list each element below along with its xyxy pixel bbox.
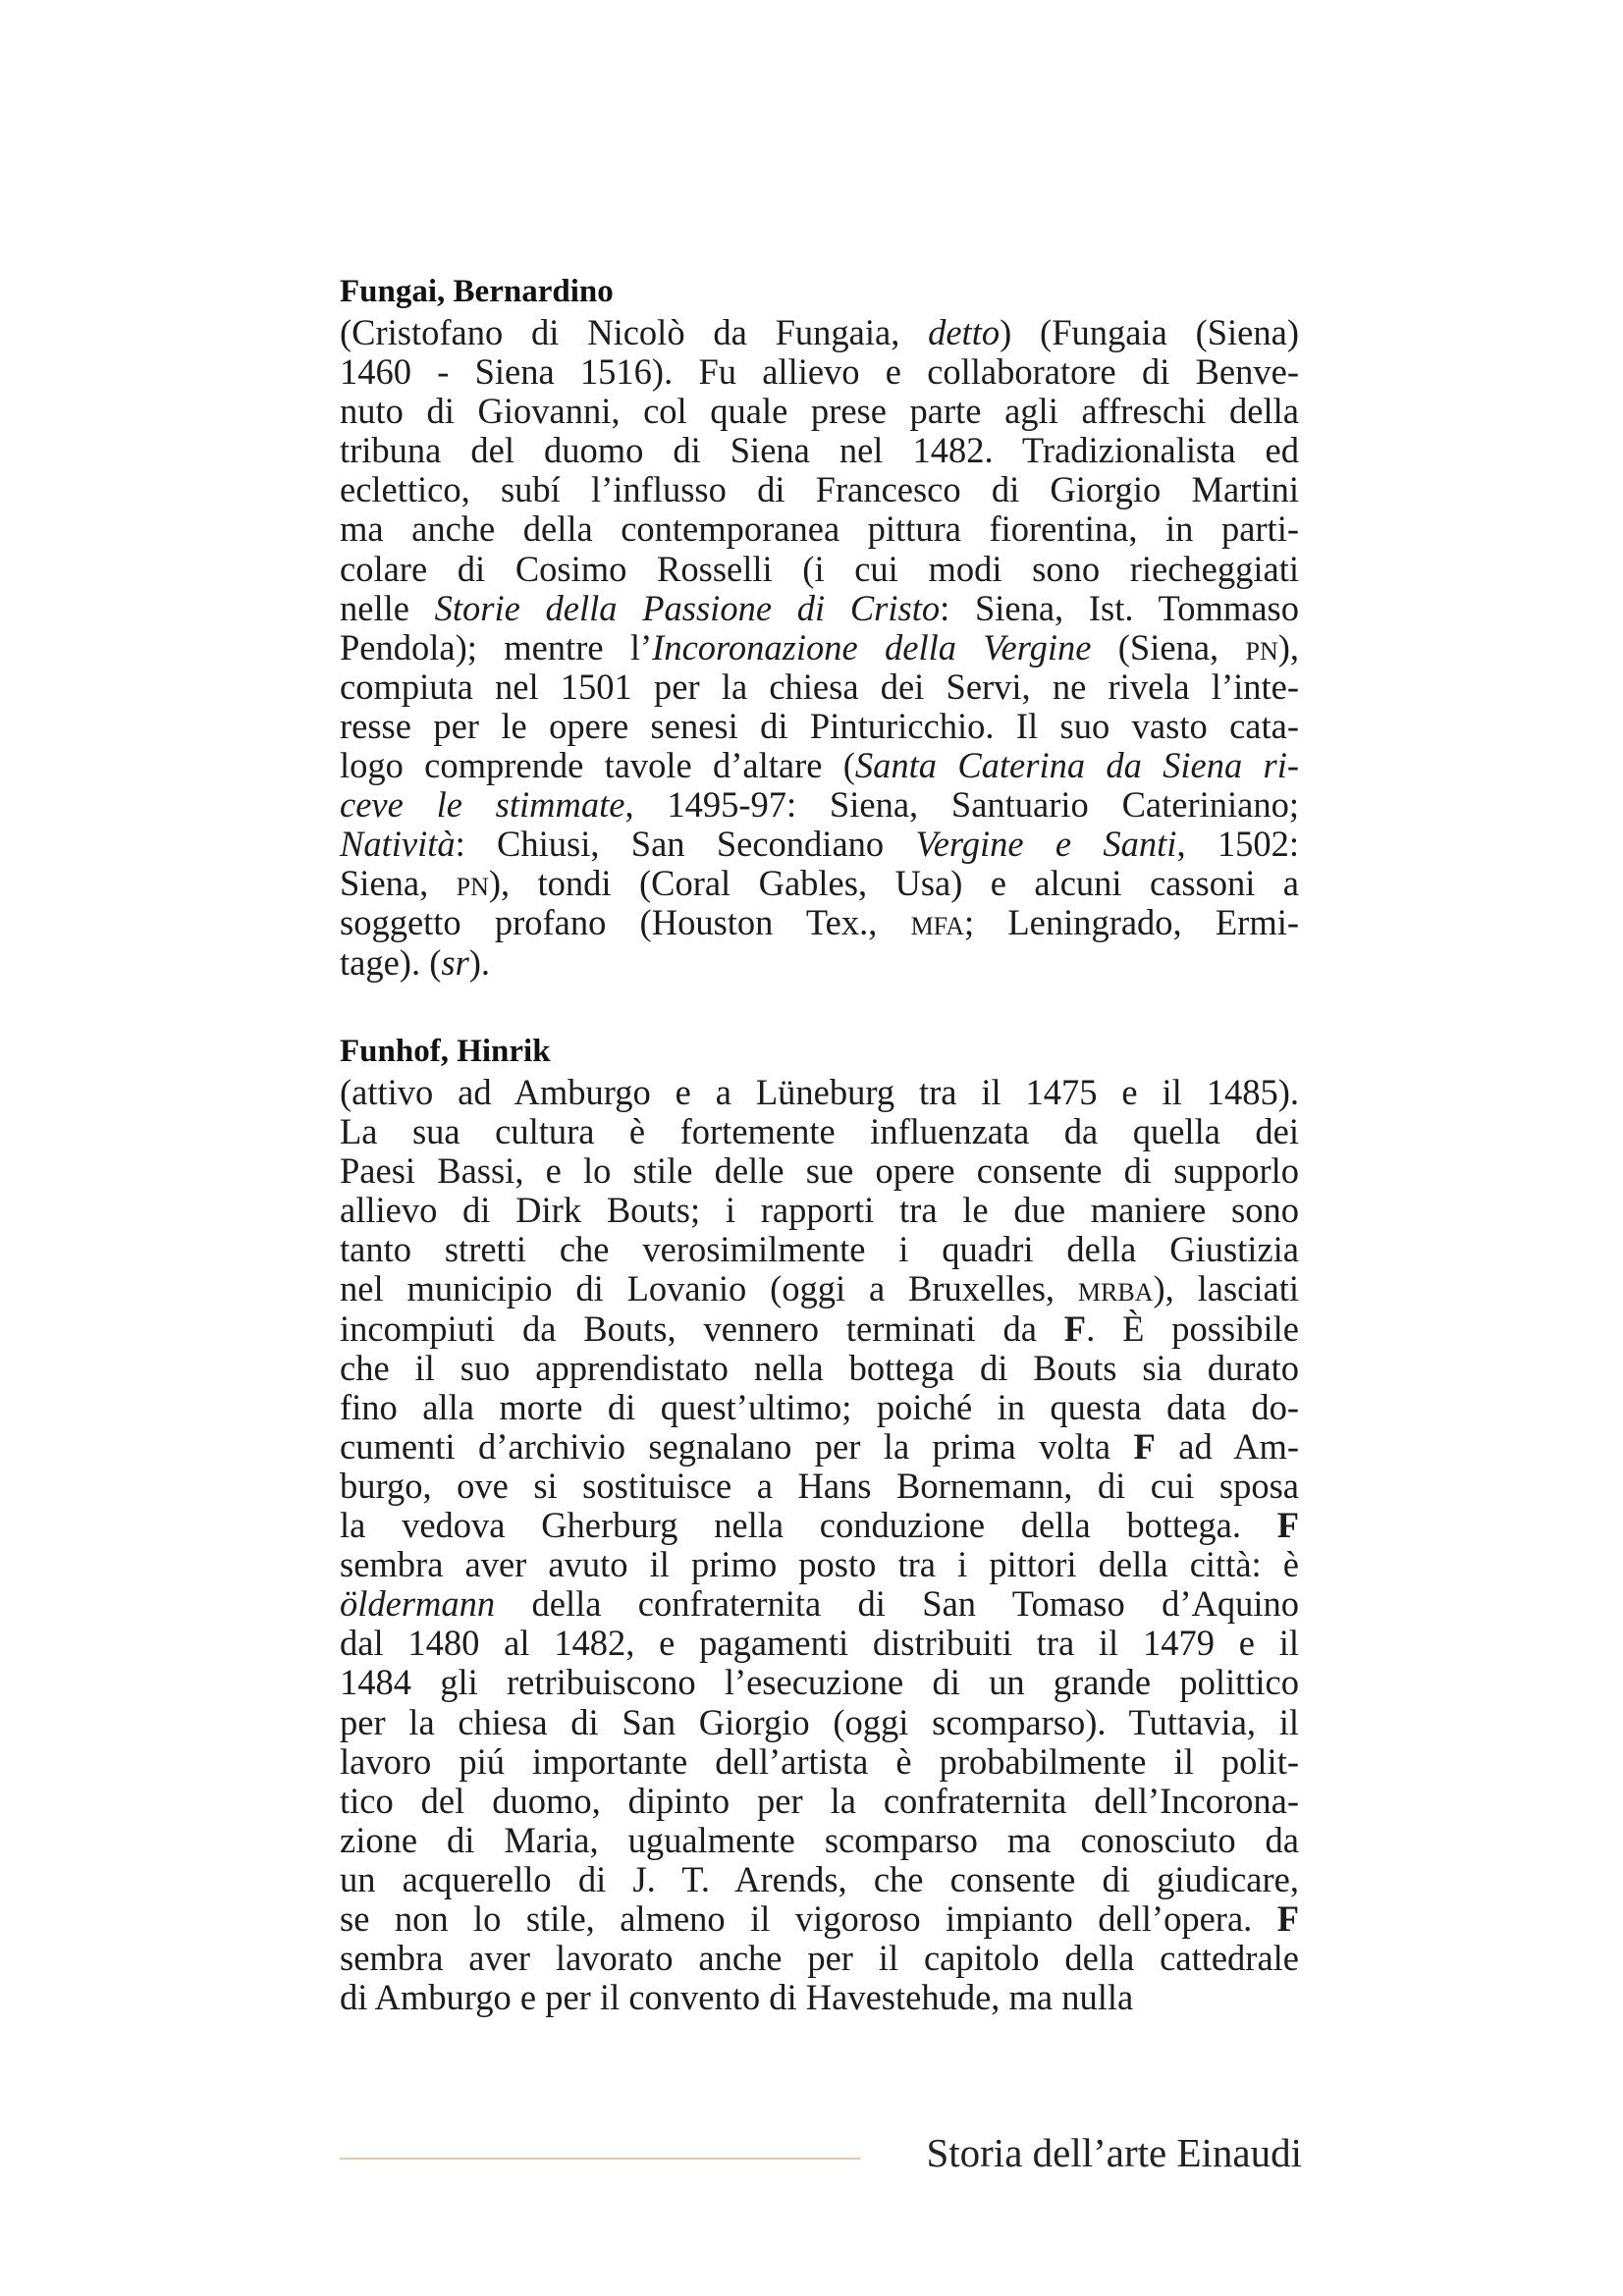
text-line <box>340 352 1299 392</box>
text-run: burgo, ove si sostituisce a Hans Bornemann, di cui sposa <box>340 1465 1299 1506</box>
text-line <box>340 1663 1299 1702</box>
text-run: . È possibile <box>1086 1308 1299 1349</box>
text-run: 1460 - Siena 1516). Fu allievo e collaboratore di Benve- <box>340 351 1299 393</box>
entry-body <box>340 313 1299 983</box>
text-run: , 1502: <box>1176 824 1300 865</box>
text-run: ), <box>1277 626 1300 667</box>
text-line <box>340 864 1299 903</box>
text-line <box>340 1821 1299 1860</box>
text-line <box>340 1388 1299 1427</box>
text-line <box>340 1073 1299 1112</box>
text-run: ma anche della contemporanea pittura fiorentina, in parti- <box>340 508 1299 550</box>
italic-text: Incoronazione della Vergine <box>652 626 1092 667</box>
small-caps-text: pn <box>1245 626 1278 667</box>
text-line <box>340 1269 1299 1308</box>
small-caps-text: mfa <box>910 902 964 943</box>
text-run: tico del duomo, dipinto per la confraternita dell’Incorona- <box>340 1780 1299 1821</box>
text-line <box>340 1742 1299 1782</box>
text-run: eclettico, subí l’influsso di Francesco di Giorgio Martini <box>340 469 1299 510</box>
text-line <box>340 1978 1299 2017</box>
text-run: colare di Cosimo Rosselli (i cui modi sono riecheggiati <box>340 548 1299 589</box>
entry-heading: Funhof, Hinrik <box>340 1034 551 1069</box>
italic-text: detto <box>928 312 1001 352</box>
text-line <box>340 707 1299 746</box>
text-line <box>340 470 1299 509</box>
text-run: , 1495-97: Siena, Santuario Cateriniano; <box>624 784 1299 826</box>
text-run: fino alla morte di quest’ultimo; poiché in questa data do- <box>340 1386 1299 1427</box>
bold-text: F <box>1276 1505 1299 1546</box>
entry-heading: Fungai, Bernardino <box>340 274 614 309</box>
footer-title: Storia dell’arte Einaudi <box>926 2130 1302 2175</box>
text-line <box>340 1860 1299 1899</box>
entry-fungai <box>340 271 1299 983</box>
italic-text: öldermann <box>340 1583 496 1625</box>
text-run: tanto stretti che verosimilmente i quadri della Giustizia <box>340 1229 1299 1270</box>
text-line <box>340 825 1299 864</box>
text-run: allievo di Dirk Bouts; i rapporti tra le due maniere sono <box>340 1190 1299 1231</box>
text-line <box>340 1191 1299 1230</box>
bold-text: F <box>1276 1897 1299 1939</box>
text-run: La sua cultura è fortemente influenzata da quella dei <box>340 1111 1299 1152</box>
text-line <box>340 1899 1299 1939</box>
text-line <box>340 903 1299 942</box>
text-run: nel municipio di Lovanio (oggi a Bruxelles, <box>340 1268 1078 1309</box>
text-line <box>340 746 1299 785</box>
text-line <box>340 1349 1299 1388</box>
text-run: nelle <box>340 587 435 628</box>
text-line <box>340 1782 1299 1821</box>
text-run: ; Leningrado, Ermi- <box>964 902 1299 943</box>
text-line <box>340 1309 1299 1349</box>
text-run: della confraternita di San Tomaso d’Aquino <box>495 1583 1299 1625</box>
text-line <box>340 785 1299 825</box>
text-run: 1484 gli retribuiscono l’esecuzione di un grande polittico <box>340 1662 1299 1703</box>
text-run: (attivo ad Amburgo e a Lüneburg tra il 1475 e il 1485). <box>340 1072 1299 1112</box>
text-run: sembra aver avuto il primo posto tra i pittori della città: è <box>340 1544 1299 1585</box>
text-line <box>340 1545 1299 1584</box>
italic-text: Santa Caterina da Siena ri- <box>854 745 1299 786</box>
text-line <box>340 550 1299 589</box>
text-line <box>340 1151 1299 1191</box>
text-line <box>340 1584 1299 1624</box>
text-line <box>340 589 1299 628</box>
entry-funhof <box>340 1031 1299 2017</box>
text-run: ), tondi (Coral Gables, Usa) e alcuni cassoni a <box>488 863 1299 904</box>
small-caps-text: pn <box>456 863 489 904</box>
text-run: resse per le opere senesi di Pinturicchio. Il suo vasto cata- <box>340 705 1299 746</box>
text-line <box>340 431 1299 470</box>
text-run: Siena, <box>340 863 457 904</box>
text-run: : Siena, Ist. Tommaso <box>940 587 1299 628</box>
text-run: di Amburgo e per il convento di Havestehude, ma nulla <box>340 1977 1134 2018</box>
text-run: ad Am- <box>1155 1425 1300 1467</box>
text-run: logo comprende tavole d’altare ( <box>340 745 855 786</box>
text-run: per la chiesa di San Giorgio (oggi scomparso). Tuttavia, il <box>340 1701 1299 1742</box>
text-run: compiuta nel 1501 per la chiesa dei Servi, ne rivela l’inte- <box>340 666 1299 707</box>
text-run: un acquerello di J. T. Arends, che consente di giudicare, <box>340 1858 1299 1899</box>
text-run: ). <box>468 941 491 983</box>
text-run: (Siena, <box>1091 626 1246 667</box>
italic-text: Natività <box>340 824 456 865</box>
text-line <box>340 1467 1299 1506</box>
text-run: ) (Fungaia (Siena) <box>1000 312 1299 352</box>
italic-text: ceve le stimmate <box>340 784 625 826</box>
bold-text: F <box>1133 1425 1156 1467</box>
text-run: (Cristofano di Nicolò da Fungaia, <box>340 312 929 352</box>
small-caps-text: mrba <box>1077 1268 1154 1309</box>
text-line <box>340 1427 1299 1467</box>
text-line <box>340 509 1299 549</box>
text-line <box>340 313 1299 352</box>
text-run: zione di Maria, ugualmente scomparso ma conosciuto da <box>340 1819 1299 1860</box>
italic-text: Vergine e Santi <box>915 824 1177 865</box>
text-run: incompiuti da Bouts, vennero terminati da <box>340 1308 1064 1349</box>
text-run: dal 1480 al 1482, e pagamenti distribuiti tra il 1479 e il <box>340 1623 1299 1664</box>
text-run: tribuna del duomo di Siena nel 1482. Tradizionalista ed <box>340 430 1299 471</box>
italic-text: sr <box>441 941 469 983</box>
italic-text: Storie della Passione di Cristo <box>434 587 941 628</box>
text-run: che il suo apprendistato nella bottega di Bouts sia durato <box>340 1347 1299 1388</box>
text-run: soggetto profano (Houston Tex., <box>340 902 911 943</box>
text-line <box>340 628 1299 667</box>
text-run: tage). ( <box>340 941 442 983</box>
text-line <box>340 1624 1299 1663</box>
text-line <box>340 1112 1299 1151</box>
text-run: nuto di Giovanni, col quale prese parte agli affreschi della <box>340 391 1299 432</box>
text-line <box>340 392 1299 431</box>
text-line <box>340 1703 1299 1742</box>
text-run: se non lo stile, almeno il vigoroso impianto dell’opera. <box>340 1897 1277 1939</box>
text-run: Paesi Bassi, e lo stile delle sue opere consente di supporlo <box>340 1150 1299 1192</box>
text-run: Pendola); mentre l’ <box>340 626 653 667</box>
text-line <box>340 667 1299 707</box>
text-line <box>340 943 1299 983</box>
entry-body <box>340 1073 1299 2017</box>
bold-text: F <box>1063 1308 1087 1349</box>
text-run: ), lasciati <box>1153 1268 1299 1309</box>
text-line <box>340 1939 1299 1978</box>
text-line <box>340 1506 1299 1545</box>
text-run: sembra aver lavorato anche per il capitolo della cattedrale <box>340 1938 1299 1979</box>
text-run: lavoro piú importante dell’artista è probabilmente il polit- <box>340 1740 1299 1782</box>
text-run: la vedova Gherburg nella conduzione della bottega. <box>340 1505 1277 1546</box>
text-line <box>340 1230 1299 1269</box>
footer-rule <box>340 2158 860 2160</box>
text-run: : Chiusi, San Secondiano <box>455 824 916 865</box>
text-run: cumenti d’archivio segnalano per la prima volta <box>340 1425 1134 1467</box>
